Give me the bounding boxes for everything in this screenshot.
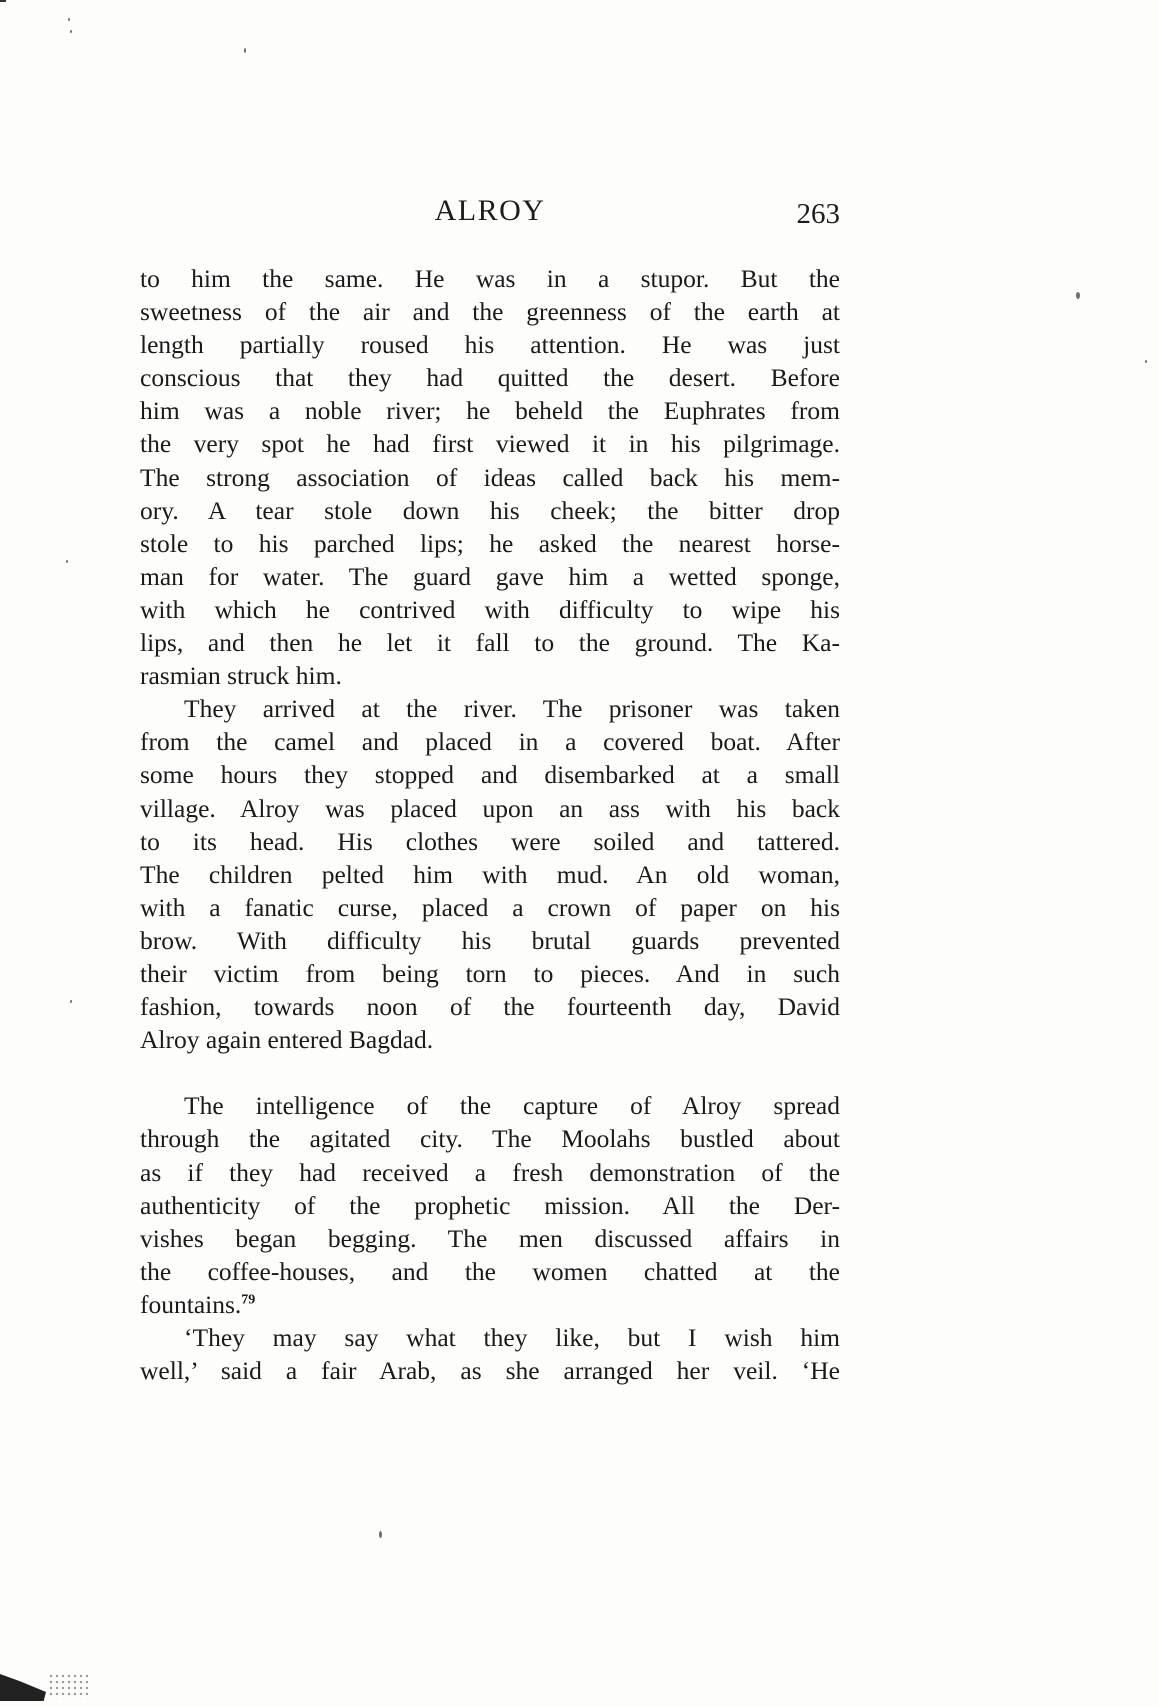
text-line: vishes began begging. The men discussed affairs in <box>140 1223 840 1253</box>
text-line: village. Alroy was placed upon an ass with his back <box>140 793 840 823</box>
scan-artifact <box>0 1671 46 1701</box>
text-line: some hours they stopped and disembarked at a small <box>140 760 840 790</box>
text-line: rasmian struck him. <box>140 661 342 691</box>
text-line: their victim from being torn to pieces. And in such <box>140 958 840 988</box>
text-line: to its head. His clothes were soiled and tattered. <box>140 826 840 856</box>
text-line: with which he contrived with difficulty to wipe his <box>140 594 840 624</box>
text-line: brow. With difficulty his brutal guards prevented <box>140 925 840 955</box>
dust-speck <box>244 48 246 53</box>
section-break <box>140 1056 840 1089</box>
text-line: to him the same. He was in a stupor. But the <box>140 264 840 293</box>
text-line: from the camel and placed in a covered boat. After <box>140 727 840 757</box>
dust-speck <box>1145 360 1147 363</box>
text-line: through the agitated city. The Moolahs bustled about <box>140 1124 840 1154</box>
running-title: ALROY <box>434 194 546 227</box>
dust-speck <box>68 18 70 21</box>
body-text <box>140 262 840 1387</box>
text-line: The children pelted him with mud. An old woman, <box>140 859 840 889</box>
dust-speck <box>1076 292 1080 299</box>
footnote-reference: 79 <box>241 1292 256 1308</box>
dust-speck <box>70 30 72 33</box>
text-line: as if they had received a fresh demonstration of the <box>140 1157 840 1187</box>
text-line: man for water. The guard gave him a wetted sponge, <box>140 561 840 591</box>
text-line: ory. A tear stole down his cheek; the bitter drop <box>140 495 840 525</box>
scan-artifact <box>48 1673 88 1699</box>
text-line: well,’ said a fair Arab, as she arranged her veil. ‘He <box>140 1356 840 1386</box>
text-line: fashion, towards noon of the fourteenth day, David <box>140 992 840 1022</box>
text-line: Alroy again entered Bagdad. <box>140 1025 434 1055</box>
paragraph-start-line: ‘They may say what they like, but I wish him <box>184 1323 840 1352</box>
text-line: with a fanatic curse, placed a crown of paper on his <box>140 892 840 922</box>
dust-speck <box>379 1531 382 1538</box>
paragraph-start-line: They arrived at the river. The prisoner was taken <box>184 694 840 724</box>
dust-speck <box>66 560 68 563</box>
text-line: The strong association of ideas called back his mem- <box>140 462 840 492</box>
page-number: 263 <box>796 198 840 230</box>
text-line: conscious that they had quitted the desert. Before <box>140 363 840 393</box>
text-line: lips, and then he let it fall to the ground. The Ka- <box>140 628 840 658</box>
text-line: stole to his parched lips; he asked the nearest horse- <box>140 528 840 558</box>
edge-mark <box>0 0 6 2</box>
text-line: the coffee-houses, and the women chatted at the <box>140 1256 840 1286</box>
text-line: him was a noble river; he beheld the Euphrates from <box>140 396 840 426</box>
running-head <box>140 188 840 232</box>
text-line: the very spot he had first viewed it in his pilgrimage. <box>140 429 840 459</box>
text-fragment: fountains. <box>140 1289 242 1319</box>
dust-speck <box>70 1000 72 1003</box>
text-line-with-note <box>140 1288 840 1321</box>
text-line: authenticity of the prophetic mission. All the Der- <box>140 1190 840 1220</box>
text-line: sweetness of the air and the greenness of the earth at <box>140 297 840 327</box>
text-line: length partially roused his attention. He was just <box>140 330 840 360</box>
paragraph-start-line: The intelligence of the capture of Alroy spread <box>184 1091 840 1121</box>
